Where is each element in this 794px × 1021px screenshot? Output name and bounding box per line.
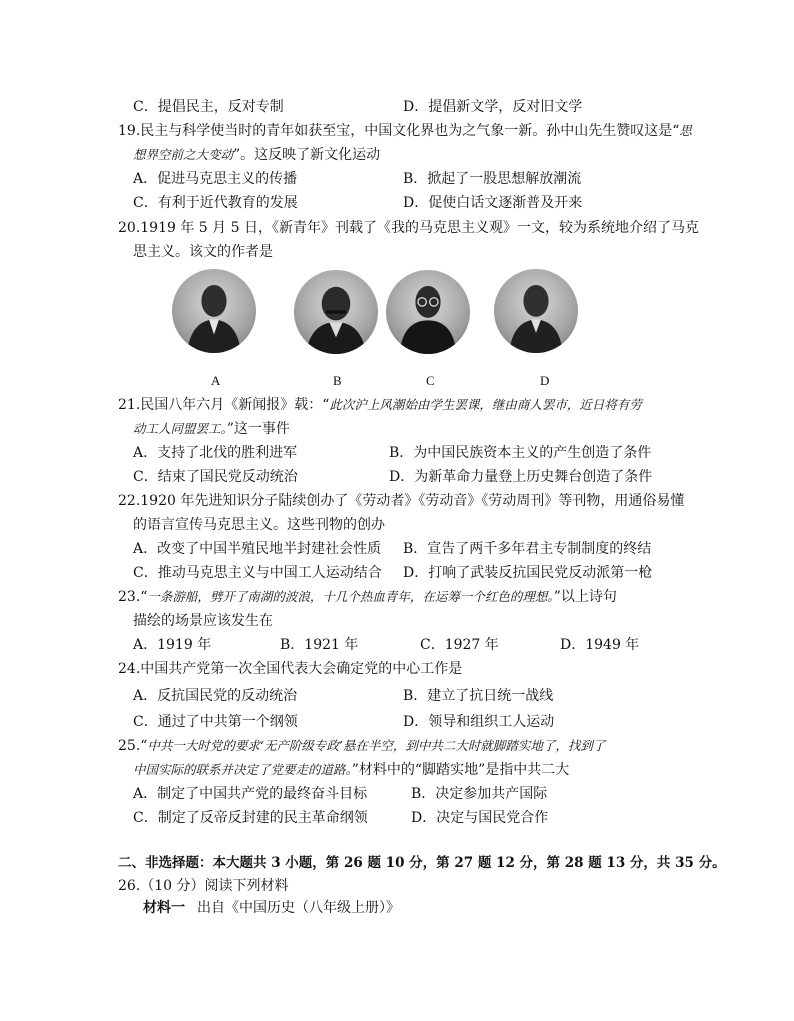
q19-option-b: B．掀起了一股思想解放潮流 <box>403 171 582 187</box>
portrait-b-silhouette <box>294 270 378 354</box>
q24-option-d: D．领导和组织工人运动 <box>403 714 555 730</box>
q24-option-a: A．反抗国民党的反动统治 <box>133 688 298 704</box>
q19-stem-line1: 19.民主与科学使当时的青年如获至宝，中国文化界也为之气象一新。孙中山先生赞叹这是“思 <box>118 123 692 139</box>
q23-stem-line2: 描绘的场景应该发生在 <box>133 613 273 629</box>
q23-option-a: A．1919 年 <box>133 637 212 653</box>
q21-option-a: A．支持了北伐的胜利进军 <box>133 445 298 461</box>
portrait-image-b <box>294 270 378 354</box>
q22-option-d: D．打响了武装反抗国民党反动派第一枪 <box>403 565 653 581</box>
q24-option-b: B．建立了抗日统一战线 <box>403 688 554 704</box>
q25-option-d: D．决定与国民党合作 <box>411 810 549 826</box>
q23-option-b: B．1921 年 <box>280 637 359 653</box>
q24-stem-line1: 24.中国共产党第一次全国代表大会确定党的中心工作是 <box>118 661 463 677</box>
q22-stem-line2: 的语言宣传马克思主义。这些刊物的创办 <box>133 517 385 533</box>
q21-option-c: C．结束了国民党反动统治 <box>133 469 298 485</box>
q22-option-b: B．宣告了两千多年君主专制制度的终结 <box>403 541 652 557</box>
q22-option-c: C．推动马克思主义与中国工人运动结合 <box>133 565 382 581</box>
q25-option-a: A．制定了中国共产党的最终奋斗目标 <box>133 786 368 802</box>
portrait-label-a: A <box>211 373 221 388</box>
q21-option-d: D．为新革命力量登上历史舞台创造了条件 <box>389 469 653 485</box>
q23-stem-line1: 23.“一条游船，劈开了南湖的波浪，十几个热血青年，在运筹一个红色的理想。”以上诗句 <box>118 589 617 605</box>
portrait-label-b: B <box>333 373 342 388</box>
portrait-image-c <box>386 270 470 354</box>
q21-stem-line1: 21.民国八年六月《新闻报》载：“此次沪上风潮始由学生罢课，继由商人罢市，近日将有劳 <box>118 397 642 413</box>
q21-stem-line2: 动工人同盟罢工。”这一事件 <box>133 421 290 437</box>
q18-option-c: C．提倡民主，反对专制 <box>133 99 284 115</box>
q21-option-b: B．为中国民族资本主义的产生创造了条件 <box>389 445 652 461</box>
q25-option-c: C．制定了反帝反封建的民主革命纲领 <box>133 810 368 826</box>
q19-stem-line2: 想界空前之大变动”。这反映了新文化运动 <box>133 147 381 163</box>
portrait-a-silhouette <box>172 269 256 353</box>
q26-stem: 26.（10 分）阅读下列材料 <box>118 878 289 894</box>
portrait-image-d <box>494 269 578 353</box>
q20-stem-line1: 20.1919 年 5 月 5 日，《新青年》刊载了《我的马克思主义观》一文，较为系统地介绍了马克 <box>118 220 699 236</box>
q23-option-c: C．1927 年 <box>420 637 499 653</box>
section2-heading: 二、非选择题：本大题共 3 小题，第 26 题 10 分，第 27 题 12 分，第 28 题 13 分，共 35 分。 <box>118 855 726 871</box>
q20-stem-line2: 思主义。该文的作者是 <box>133 244 273 260</box>
portrait-image-a <box>172 269 256 353</box>
q19-option-c: C．有利于近代教育的发展 <box>133 195 298 211</box>
q22-stem-line1: 22.1920 年先进知识分子陆续创办了《劳动者》《劳动音》《劳动周刊》等刊物，用通俗易懂 <box>118 493 685 509</box>
portrait-d-silhouette <box>494 269 578 353</box>
q25-stem-line2: 中国实际的联系并决定了党要走的道路。”材料中的“脚踏实地”是指中共二大 <box>133 762 570 778</box>
q22-option-a: A．改变了中国半殖民地半封建社会性质 <box>133 541 382 557</box>
q26-material-line: 材料一 出自《中国历史（八年级上册）》 <box>143 900 400 916</box>
portrait-label-c: C <box>426 373 435 388</box>
q19-option-d: D．促使白话文逐渐普及开来 <box>403 195 583 211</box>
q24-option-c: C．通过了中共第一个纲领 <box>133 714 298 730</box>
portrait-c-silhouette <box>386 270 470 354</box>
q19-option-a: A．促进马克思主义的传播 <box>133 171 298 187</box>
q23-option-d: D．1949 年 <box>560 637 640 653</box>
portrait-label-d: D <box>540 373 550 388</box>
q25-stem-line1: 25.“中共一大时党的要求‘无产阶级专政’悬在半空，到中共二大时就脚踏实地了，找到了 <box>118 738 606 754</box>
q25-option-b: B．决定参加共产国际 <box>411 786 548 802</box>
q18-option-d: D．提倡新文学，反对旧文学 <box>403 99 583 115</box>
